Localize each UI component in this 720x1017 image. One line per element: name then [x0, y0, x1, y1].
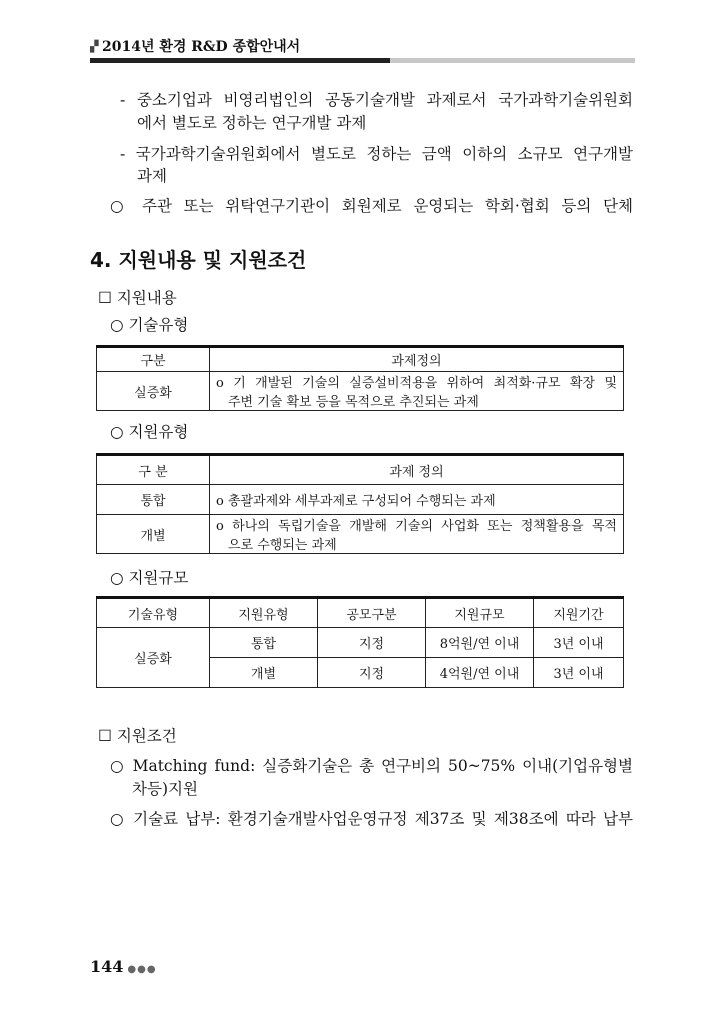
table-row	[97, 628, 624, 658]
table-cell-definition: o 총괄과제와 세부과제로 구성되어 수행되는 과제	[210, 485, 624, 515]
matching-fund-line2: 차등)지원	[132, 780, 198, 798]
table-header: 지원유형	[210, 598, 318, 628]
matching-fund-line1: ○ Matching fund: 실증화기술은 총 연구비의 50~75% 이내(기업유형별	[110, 757, 633, 775]
table-cell: 3년 이내	[534, 658, 624, 688]
header-marker-icon: ▞	[90, 40, 99, 53]
support-scale-table	[96, 596, 624, 688]
dash-item-2-line2: 과제	[137, 167, 167, 185]
header-rule	[90, 58, 390, 63]
table-row-label: 통합	[97, 485, 210, 515]
header-title: 2014년 환경 R&D 종합안내서	[102, 39, 301, 55]
table-row-label: 개별	[97, 515, 210, 554]
table-header: 지원기간	[534, 598, 624, 628]
table-cell: 통합	[210, 628, 318, 658]
table-cell-definition	[210, 372, 624, 411]
tech-type-label: ○ 기술유형	[110, 316, 189, 334]
definition-line2: 으로 수행되는 과제	[228, 538, 337, 553]
support-scale-label: ○ 지원규모	[110, 569, 189, 587]
table-header: 구 분	[97, 455, 210, 485]
table-header: 공모구분	[318, 598, 426, 628]
circle-item-academic: ○ 주관 또는 위탁연구기관이 회원제로 운영되는 학회·협회 등의 단체	[110, 197, 633, 215]
definition-line2: 주변 기술 확보 등을 목적으로 추진되는 과제	[228, 395, 479, 410]
table-header: 구분	[97, 347, 210, 372]
table-cell-definition	[210, 515, 624, 554]
tech-fee-item: ○ 기술료 납부: 환경기술개발사업운영규정 제37조 및 제38조에 따라 납부	[110, 810, 633, 828]
page-number: 144	[90, 957, 124, 976]
subsection-support-conditions: ☐ 지원조건	[98, 727, 177, 745]
tech-type-table	[96, 345, 624, 411]
section-heading: 4. 지원내용 및 지원조건	[90, 248, 307, 272]
definition-line1: o 하나의 독립기술을 개발해 기술의 사업화 또는 정책활용을 목적	[216, 519, 617, 534]
running-header	[90, 36, 635, 66]
page-footer	[90, 957, 157, 976]
support-type-table	[96, 453, 624, 554]
table-cell: 4억원/연 이내	[426, 658, 534, 688]
dash-item-1-line2: 에서 별도로 정하는 연구개발 과제	[137, 114, 367, 132]
table-row-label: 실증화	[97, 628, 210, 688]
table-cell: 3년 이내	[534, 628, 624, 658]
footer-dots-icon: ●●●	[127, 964, 157, 975]
table-cell: 8억원/연 이내	[426, 628, 534, 658]
table-row-label: 실증화	[97, 372, 210, 411]
subsection-support-content: ☐ 지원내용	[98, 289, 177, 307]
table-cell: 지정	[318, 658, 426, 688]
table-header: 과제 정의	[210, 455, 624, 485]
table-header: 과제정의	[210, 347, 624, 372]
header-rule-light	[390, 58, 635, 63]
definition-line1: o 기 개발된 기술의 실증설비적용을 위하여 최적화·규모 확장 및	[216, 376, 617, 391]
table-cell: 개별	[210, 658, 318, 688]
table-header: 지원규모	[426, 598, 534, 628]
table-header: 기술유형	[97, 598, 210, 628]
dash-item-1-line1: - 중소기업과 비영리법인의 공동기술개발 과제로서 국가과학기술위원회	[120, 91, 633, 109]
table-cell: 지정	[318, 628, 426, 658]
dash-item-2-line1: - 국가과학기술위원회에서 별도로 정하는 금액 이하의 소규모 연구개발	[120, 145, 633, 163]
support-type-label: ○ 지원유형	[110, 423, 189, 441]
